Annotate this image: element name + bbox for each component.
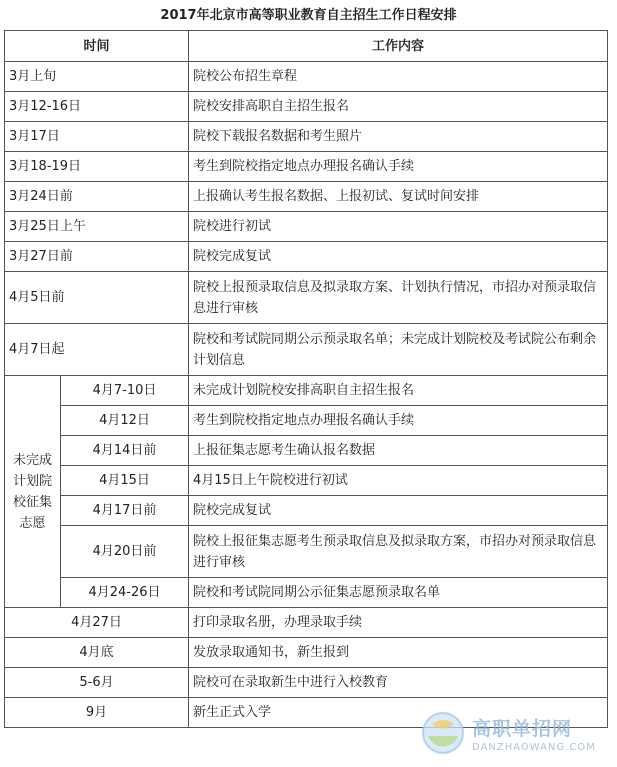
time-cell: 4月27日 [5, 608, 189, 638]
time-cell: 4月12日 [61, 406, 189, 436]
table-row [5, 376, 608, 406]
globe-logo-icon [420, 710, 466, 756]
watermark-url: DANZHAOWANG.COM [472, 742, 596, 753]
schedule-table [4, 30, 608, 728]
time-cell: 3月上旬 [5, 62, 189, 92]
table-row [5, 182, 608, 212]
header-time: 时间 [5, 31, 189, 62]
table-row [5, 212, 608, 242]
work-cell: 院校公布招生章程 [189, 62, 608, 92]
time-cell: 3月27日前 [5, 242, 189, 272]
time-cell: 9月 [5, 698, 189, 728]
time-cell: 3月25日上午 [5, 212, 189, 242]
time-cell: 4月14日前 [61, 436, 189, 466]
time-cell: 3月18-19日 [5, 152, 189, 182]
time-cell: 4月24-26日 [61, 578, 189, 608]
watermark-name: 高职单招网 [472, 718, 573, 740]
table-row [5, 62, 608, 92]
table-row [5, 122, 608, 152]
table-row [5, 406, 608, 436]
table-row [5, 152, 608, 182]
table-row [5, 272, 608, 324]
time-cell: 4月5日前 [5, 272, 189, 324]
time-cell: 3月17日 [5, 122, 189, 152]
work-cell: 院校进行初试 [189, 212, 608, 242]
work-cell: 上报征集志愿考生确认报名数据 [189, 436, 608, 466]
work-cell: 院校可在录取新生中进行入校教育 [189, 668, 608, 698]
table-row [5, 608, 608, 638]
work-cell: 发放录取通知书，新生报到 [189, 638, 608, 668]
table-row [5, 242, 608, 272]
work-cell: 打印录取名册，办理录取手续 [189, 608, 608, 638]
time-cell: 4月7日起 [5, 324, 189, 376]
time-cell: 4月17日前 [61, 496, 189, 526]
table-row [5, 466, 608, 496]
table-row [5, 638, 608, 668]
work-cell: 考生到院校指定地点办理报名确认手续 [189, 406, 608, 436]
site-watermark [420, 708, 615, 763]
work-cell: 考生到院校指定地点办理报名确认手续 [189, 152, 608, 182]
time-cell: 4月7-10日 [61, 376, 189, 406]
table-header-row [5, 31, 608, 62]
time-cell: 3月12-16日 [5, 92, 189, 122]
time-cell: 4月20日前 [61, 526, 189, 578]
group-label-cell: 未完成计划院校征集志愿 [5, 376, 61, 608]
time-cell: 4月15日 [61, 466, 189, 496]
time-cell: 3月24日前 [5, 182, 189, 212]
work-cell: 院校上报预录取信息及拟录取方案、计划执行情况，市招办对预录取信息进行审核 [189, 272, 608, 324]
time-cell: 4月底 [5, 638, 189, 668]
table-row [5, 324, 608, 376]
table-row [5, 436, 608, 466]
work-cell: 院校完成复试 [189, 496, 608, 526]
table-row [5, 92, 608, 122]
table-row [5, 578, 608, 608]
table-row [5, 526, 608, 578]
work-cell: 新生正式入学 [189, 698, 608, 728]
header-work: 工作内容 [189, 31, 608, 62]
work-cell: 院校和考试院同期公示预录取名单；未完成计划院校及考试院公布剩余计划信息 [189, 324, 608, 376]
work-cell: 院校上报征集志愿考生预录取信息及拟录取方案，市招办对预录取信息进行审核 [189, 526, 608, 578]
work-cell: 4月15日上午院校进行初试 [189, 466, 608, 496]
time-cell: 5-6月 [5, 668, 189, 698]
work-cell: 上报确认考生报名数据、上报初试、复试时间安排 [189, 182, 608, 212]
table-row [5, 668, 608, 698]
work-cell: 未完成计划院校安排高职自主招生报名 [189, 376, 608, 406]
work-cell: 院校下载报名数据和考生照片 [189, 122, 608, 152]
work-cell: 院校和考试院同期公示征集志愿预录取名单 [189, 578, 608, 608]
work-cell: 院校安排高职自主招生报名 [189, 92, 608, 122]
page-title: 2017年北京市高等职业教育自主招生工作日程安排 [160, 8, 457, 23]
work-cell: 院校完成复试 [189, 242, 608, 272]
table-row [5, 496, 608, 526]
